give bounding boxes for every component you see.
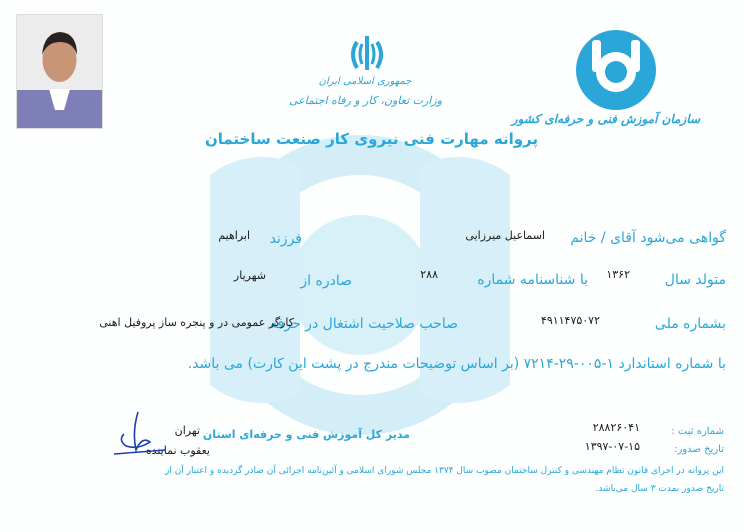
child-label: فرزند: [269, 231, 302, 247]
province: تهران: [174, 424, 200, 437]
father-name: ابراهیم: [218, 229, 250, 242]
issued-label: صادره از: [300, 273, 352, 289]
reg-number: ۲۸۸۲۶۰۴۱: [592, 421, 640, 434]
date-label: تاریخ صدور:: [674, 444, 724, 455]
page-title: پروانه مهارت فنی نیروی کار صنعت ساختمان: [204, 130, 538, 148]
standard-line: با شماره استاندارد ۱-۰۰۵-۲۹-۷۲۱۴ (بر اساس توضیحات مندرج در پشت این کارت) می باشد.: [187, 356, 726, 372]
id-label: با شناسنامه شماره: [477, 272, 588, 288]
person-avatar-icon: [17, 15, 102, 128]
birth-year: ۱۳۶۲: [606, 268, 630, 281]
director-title: مدیر کل آموزش فنی و حرفه‌ای استان: [202, 428, 410, 441]
issued-place: شهریار: [233, 269, 266, 282]
id-number: ۲۸۸: [420, 268, 438, 281]
issue-date: ۱۳۹۷-۰۷-۱۵: [584, 440, 640, 453]
signature-icon: [108, 406, 168, 462]
national-label: بشماره ملی: [654, 316, 726, 332]
org-name: سازمان آموزش فنی و حرفه‌ای کشور: [511, 112, 700, 126]
iran-emblem-icon: [345, 32, 389, 74]
emblem-line2: وزارت تعاون، کار و رفاه اجتماعی: [288, 94, 442, 107]
national-id: ۴۹۱۱۴۷۵۰۷۲: [540, 314, 600, 327]
law-note-line2: تاریخ صدور بمدت ۳ سال می‌باشد.: [595, 484, 724, 494]
emblem-line1: جمهوری اسلامی ایران: [318, 76, 412, 87]
profession: کارگر عمومی در و پنجره ساز پروفیل اهنی: [99, 316, 294, 329]
law-note-line1: این پروانه در اجرای قانون نظام مهندسی و کنترل ساختمان مصوب سال ۱۳۷۴ مجلس شورای اسلامی و آئین‌نامه اجرائی آن صادر گردیده و اعتبار آن از: [164, 466, 724, 476]
birth-label: متولد سال: [664, 272, 726, 288]
reg-label: شماره ثبت :: [671, 426, 724, 437]
signer-name: یعقوب نماینده: [145, 444, 210, 457]
certify-label: گواهی می‌شود آقای / خانم: [570, 230, 726, 246]
person-name: اسماعیل میرزایی: [465, 229, 545, 242]
holder-photo: [16, 14, 103, 129]
qualification-label: صاحب صلاحیت اشتغال در حرفه: [270, 316, 458, 332]
tvto-logo-icon: [574, 28, 658, 112]
